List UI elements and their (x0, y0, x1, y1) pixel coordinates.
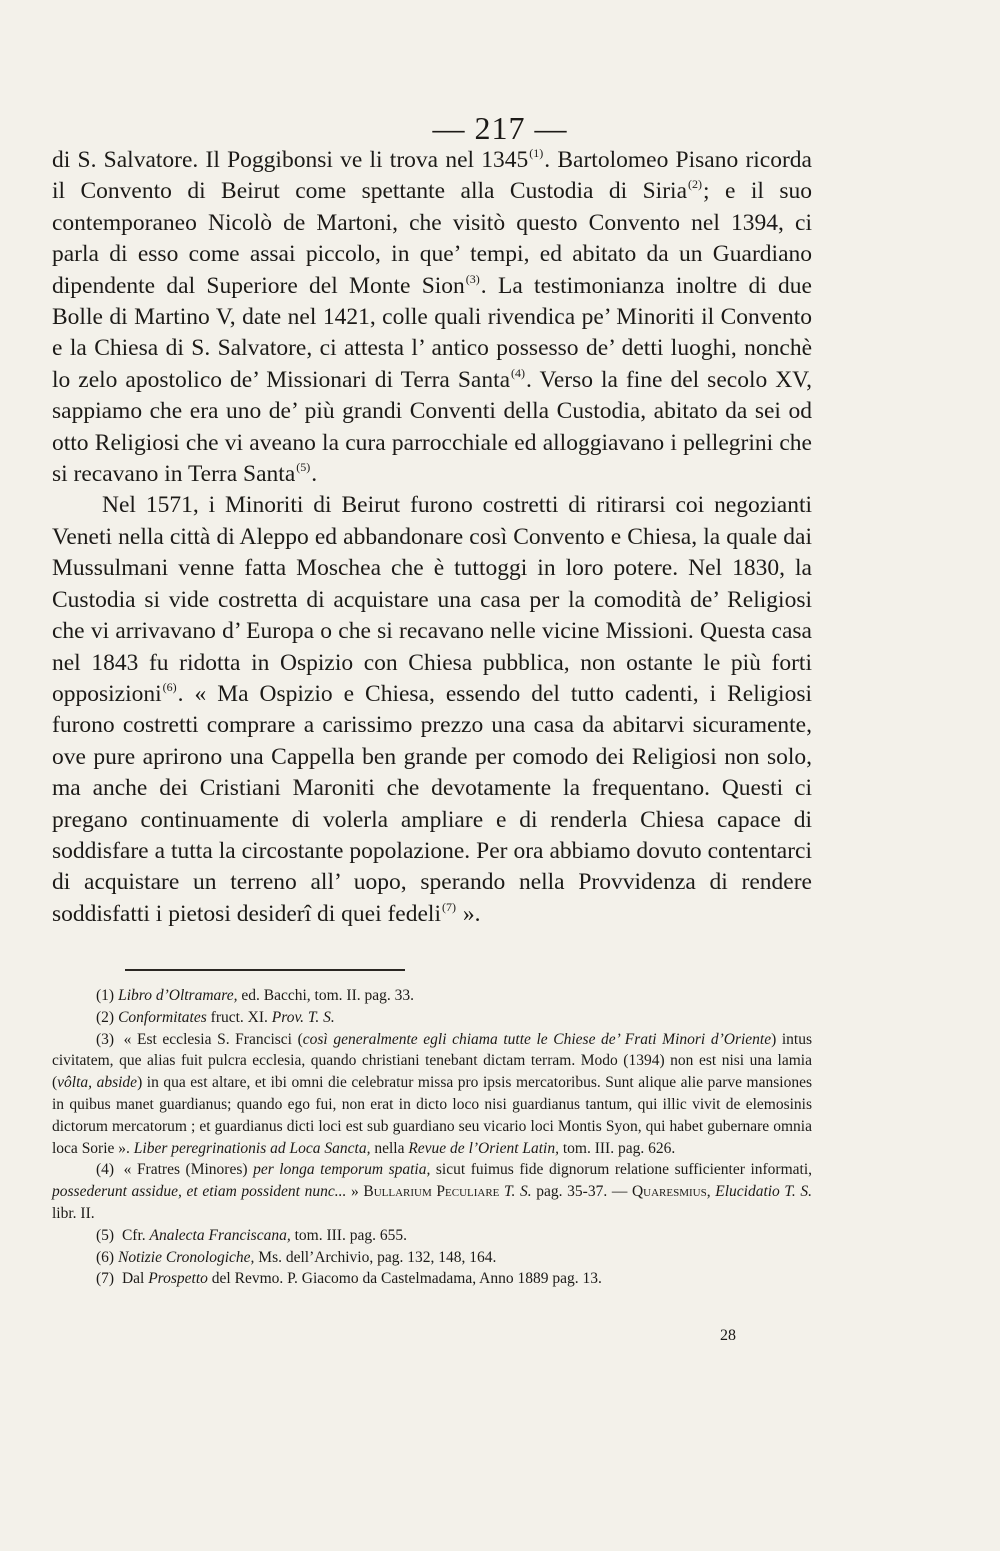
footnote-ref-6: (6) (162, 679, 177, 694)
footnote-ref-7: (7) (441, 899, 456, 914)
footnote-7: (7) Dal Prospetto del Revmo. P. Giacomo da Castelmadama, Anno 1889 pag. 13. (96, 1270, 602, 1288)
footnote-5: (5) Cfr. Analecta Franciscana, tom. III. pag. 655. (96, 1226, 407, 1244)
footnote-2: (2) Conformitates fruct. XI. Prov. T. S. (96, 1008, 335, 1026)
footnote-divider (125, 969, 405, 971)
footnote-4: (4) « Fratres (Minores) per longa temporum spatia, sicut fuimus fide dignorum relatione sufficienter informati, possederunt assidue, et etiam possident nunc... » Bullarium Peculiare T. S. pag. 35-37. — Quaresmius, Elucidatio T. S. libr. II. (52, 1161, 813, 1222)
main-text (52, 145, 812, 930)
footnote-1: (1) Libro d’Oltramare, ed. Bacchi, tom. II. pag. 33. (96, 987, 414, 1004)
page-number: — 217 — (432, 110, 568, 146)
footnote-ref-2: (2) (688, 177, 702, 192)
footnote-ref-3: (3) (465, 271, 480, 286)
footnote-ref-4: (4) (511, 365, 526, 380)
footnote-6: (6) Notizie Cronologiche, Ms. dell’Archivio, pag. 132, 148, 164. (96, 1248, 497, 1266)
footnote-3: (3) « Est ecclesia S. Francisci (così generalmente egli chiama tutte le Chiese de’ Frati Minori d’Oriente) intus civitatem, que alias fuit pulcra ecclesia, quando christiani tenebant dictam terram. Modo (1394) non est nisi una lamia (vôlta, abside) in qua est altare, et ibi omni die celebratur missa pro ipsis mercatoribus. Sunt alique alie parve mansiones in quibus manet guardianus; quando ego fui, non erat in dicto loco nisi guardianus tantum, qui illic vivit de elemosinis dictorum mercatorum ; et guardianus dicti loci est sub guardiano seu vicario loci Montis Syon, qui habet gubernare omnia loca Sorie ». Liber peregrinationis ad Loca Sancta, nella Revue de l’Orient Latin, tom. III. pag. 626. (52, 1030, 812, 1157)
footnotes (52, 985, 812, 1290)
paragraph-2: Nel 1571, i Minoriti di Beirut furono costretti di ritirarsi coi negozianti Veneti nella città di Aleppo ed abbandonare così Convento e Chiesa, la quale dai Mussulmani venne fatta Moschea che è tuttoggi in loro potere. Nel 1830, la Custodia si vide costretta di acquistare una casa per la comodità de’ Religiosi che vi arrivavano d’ Europa o che si recavano nelle vicine Missioni. Questa casa nel 1843 fu ridotta in Ospizio con Chiesa pubblica, non ostante le più forti opposizioni$^{(6)}$. « Ma Ospizio e Chiesa, essendo del tutto cadenti, i Religiosi furono costretti comprare a carissimo prezzo una casa da abitarvi sicuramente, ove pure aprirono una Cappella ben grande per comodo dei Religiosi non solo, ma anche dei Cristiani Maroniti che devotamente la frequentano. Questi ci pregano continuamente di volerla ampliare e di renderla Chiesa capace di soddisfare a tutta la circostante popolazione. Per ora abbiamo dovuto contentarci di acquistare un terreno all’ uopo, sperando nella Provvidenza di rendere soddisfatti i pietosi desiderî di quei fedeli$^{(7)}$ ». (52, 492, 812, 927)
footnote-ref-1: (1) (529, 146, 544, 160)
footnote-ref-5: (5) (296, 460, 311, 475)
paragraph-1: di S. Salvatore. Il Poggibonsi ve li trova nel 1345$^{(1)}$. Bartolomeo Pisano ricorda il Convento di Beirut come spettante alla Custodia di Siria$^{(2)}$; e il suo contemporaneo Nicolò de Martoni, che visitò questo Convento nel 1394, ci parla di esso come assai piccolo, in que’ tempi, ed abitato da un Guardiano dipendente dal Superiore del Monte Sion$^{(3)}$. La testimonianza inoltre di due Bolle di Martino V, date nel 1421, colle quali rivendica pe’ Minoriti il Convento e la Chiesa di S. Salvatore, ci attesta l’ antico possesso de’ detti luoghi, nonchè lo zelo apostolico de’ Missionari di Terra Santa$^{(4)}$. Verso la fine del secolo XV, sappiamo che era uno de’ più grandi Conventi della Custodia, abitato da sei od otto Religiosi che vi aveano la cura parrocchiale ed alloggiavano i pellegrini che si recavano in Terra Santa$^{(5)}$. (52, 146, 812, 488)
sheet-signature: 28 (720, 1327, 736, 1344)
